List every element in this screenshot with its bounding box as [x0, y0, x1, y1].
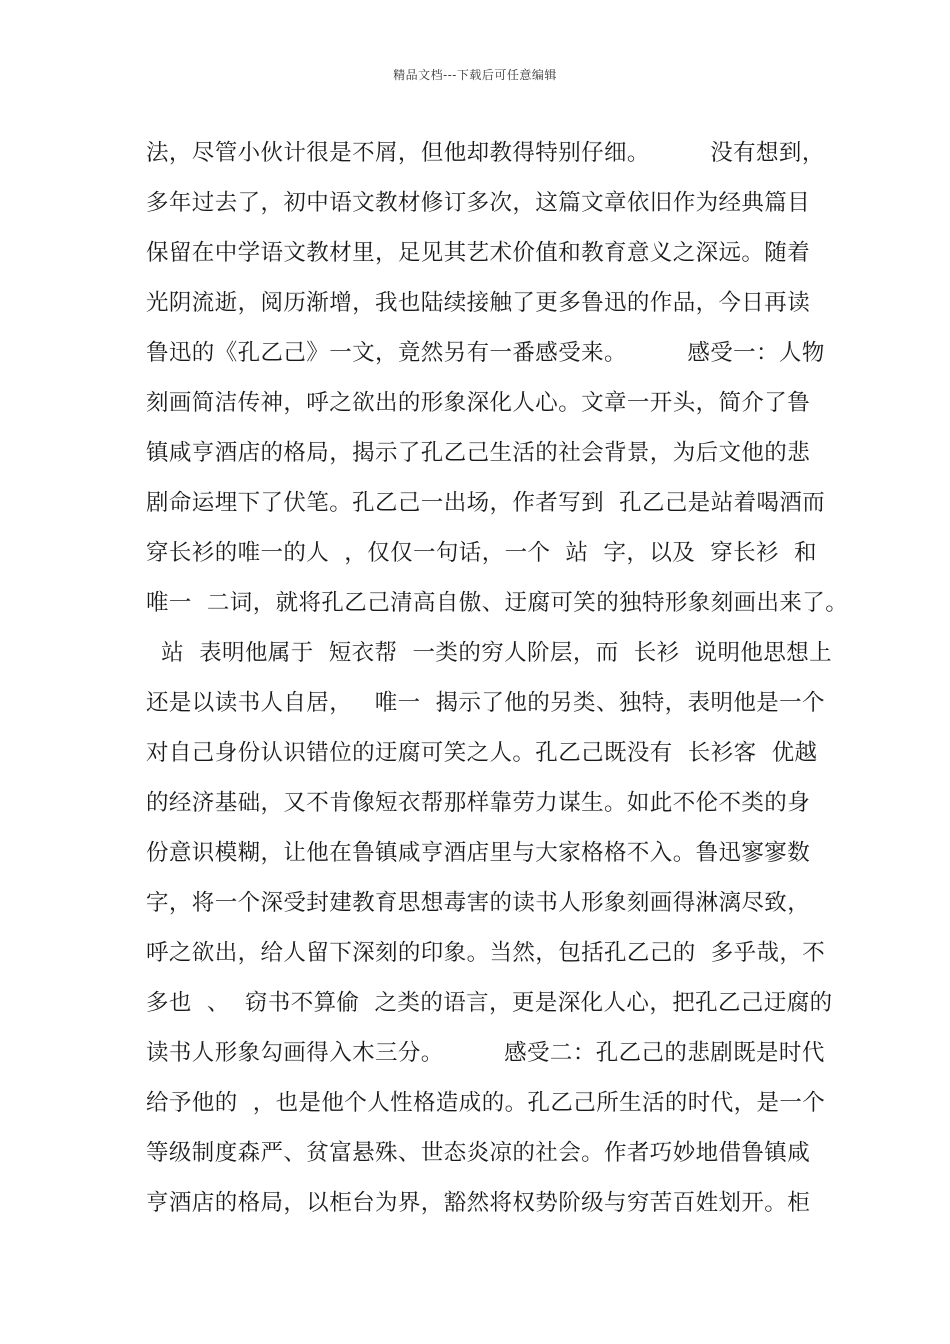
text-line: 多年过去了，初中语文教材修订多次，这篇文章依旧作为经典篇目 [146, 190, 811, 216]
text-line: 多也 、 窃书不算偷 之类的语言，更是深化人心，把孔乙己迂腐的 [146, 990, 833, 1016]
text-line: 呼之欲出，给人留下深刻的印象。当然，包括孔乙己的 多乎哉，不 [146, 940, 826, 966]
text-line: 唯一 二词，就将孔乙己清高自傲、迂腐可笑的独特形象刻画出来了。 [146, 590, 849, 616]
document-body [146, 128, 849, 1228]
text-line: 穿长衫的唯一的人 ，仅仅一句话，一个 站 字，以及 穿长衫 和 [146, 540, 817, 566]
text-line: 剧命运埋下了伏笔。孔乙己一出场，作者写到 孔乙己是站着喝酒而 [146, 490, 826, 516]
text-line: 刻画简洁传神，呼之欲出的形象深化人心。文章一开头，简介了鲁 [146, 390, 811, 416]
text-line: 读书人形象勾画得入木三分。 感受二：孔乙己的悲剧既是时代 [146, 1040, 825, 1066]
text-line: 鲁迅的《孔乙己》一文，竟然另有一番感受来。 感受一：人物 [146, 340, 825, 366]
text-line: 保留在中学语文教材里，足见其艺术价值和教育意义之深远。随着 [146, 240, 811, 266]
text-line: 字，将一个深受封建教育思想毒害的读书人形象刻画得淋漓尽致， [146, 890, 811, 916]
text-line: 镇咸亨酒店的格局，揭示了孔乙己生活的社会背景，为后文他的悲 [146, 440, 811, 466]
page-header: 精品文档---下载后可任意编辑 [393, 68, 557, 82]
text-line: 站 表明他属于 短衣帮 一类的穷人阶层，而 长衫 说明他思想上 [146, 640, 833, 666]
text-line: 法，尽管小伙计很是不屑，但他却教得特别仔细。 没有想到， [146, 140, 825, 166]
text-line: 还是以读书人自居， 唯一 揭示了他的另类、独特，表明他是一个 [146, 690, 825, 716]
text-line: 对自己身份认识错位的迂腐可笑之人。孔乙己既没有 长衫客 优越 [146, 740, 818, 766]
text-line: 给予他的 ，也是他个人性格造成的。孔乙己所生活的时代，是一个 [146, 1090, 826, 1116]
text-line: 份意识模糊，让他在鲁镇咸亨酒店里与大家格格不入。鲁迅寥寥数 [146, 840, 811, 866]
text-line: 等级制度森严、贫富悬殊、世态炎凉的社会。作者巧妙地借鲁镇咸 [146, 1140, 811, 1166]
text-line: 光阴流逝，阅历渐增，我也陆续接触了更多鲁迅的作品，今日再读 [146, 290, 811, 316]
text-line: 的经济基础，又不肯像短衣帮那样靠劳力谋生。如此不伦不类的身 [146, 790, 811, 816]
text-line: 亨酒店的格局，以柜台为界，豁然将权势阶级与穷苦百姓划开。柜 [146, 1190, 811, 1216]
